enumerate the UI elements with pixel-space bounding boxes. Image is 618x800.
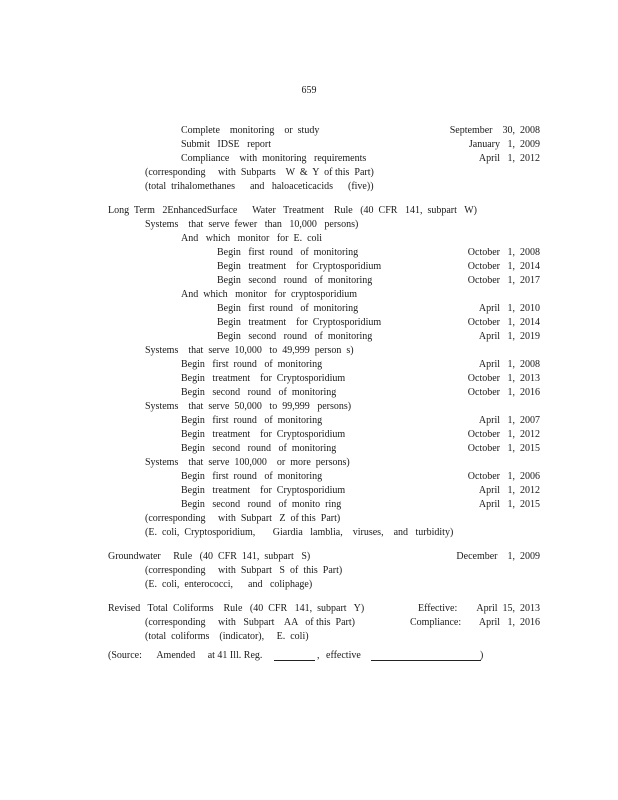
effective-label: Effective: [418, 603, 458, 614]
rule-title-text: Groundwater Rule (40 CFR 141, subpart S) [108, 551, 311, 562]
schedule-row [0, 372, 618, 386]
section-gap [0, 592, 618, 602]
schedule-date: April 1, 2012 [478, 153, 540, 164]
note-line [0, 630, 618, 644]
system-size-header [0, 218, 618, 232]
schedule-task: Compliance with monitoring requirements [181, 153, 367, 164]
schedule-task: Begin second round of monito ring [181, 499, 342, 510]
schedule-date: September 30, 2008 [449, 125, 540, 136]
schedule-task: Begin first round of monitoring [217, 303, 359, 314]
compliance-date: April 1, 2016 [478, 617, 540, 628]
note-text: (corresponding with Subpart S of this Part) [145, 565, 343, 576]
schedule-task: Begin first round of monitoring [181, 415, 323, 426]
note-text: (corresponding with Subpart Z of this Part) [145, 513, 341, 524]
schedule-row [0, 470, 618, 484]
monitor-subheader [0, 288, 618, 302]
schedule-task: Begin second round of monitoring [217, 275, 373, 286]
schedule-task: Begin second round of monitoring [217, 331, 373, 342]
schedule-date: October 1, 2013 [467, 373, 540, 384]
schedule-date: April 1, 2015 [478, 499, 540, 510]
schedule-task: Begin second round of monitoring [181, 387, 337, 398]
schedule-row [0, 358, 618, 372]
monitor-subheader [0, 232, 618, 246]
schedule-date: October 1, 2015 [467, 443, 540, 454]
section-gap [0, 194, 618, 204]
schedule-row [0, 138, 618, 152]
schedule-row [0, 442, 618, 456]
monitor-subheader-text: And which monitor for cryptosporidium [181, 289, 358, 300]
effective-date: April 15, 2013 [476, 603, 540, 614]
schedule-task: Begin treatment for Cryptosporidium [217, 317, 382, 328]
note-line [0, 616, 618, 630]
rule-title [0, 204, 618, 218]
schedule-row [0, 484, 618, 498]
schedule-date: October 1, 2014 [467, 317, 540, 328]
source-close-paren: ) [480, 650, 484, 661]
rule-title-text: Revised Total Coliforms Rule (40 CFR 141, subpart Y) [108, 603, 365, 614]
note-text: (total trihalomethanes and haloaceticacids (five)) [145, 181, 374, 192]
schedule-date: December 1, 2009 [456, 551, 540, 562]
schedule-task: Begin second round of monitoring [181, 443, 337, 454]
monitor-subheader-text: And which monitor for E. coli [181, 233, 323, 244]
schedule-date: October 1, 2016 [467, 387, 540, 398]
schedule-date: April 1, 2012 [478, 485, 540, 496]
system-size-header [0, 344, 618, 358]
schedule-row [0, 274, 618, 288]
source-text: (Source: Amended at 41 Ill. Reg. [108, 650, 263, 661]
schedule-row [0, 246, 618, 260]
system-size-text: Systems that serve 100,000 or more persons) [145, 457, 350, 468]
schedule-row [0, 498, 618, 512]
note-line [0, 564, 618, 578]
schedule-date: October 1, 2017 [467, 275, 540, 286]
source-note [0, 648, 618, 664]
note-line [0, 526, 618, 540]
rule-title [0, 550, 618, 564]
schedule-row [0, 330, 618, 344]
schedule-date: October 1, 2006 [467, 471, 540, 482]
schedule-task: Complete monitoring or study [181, 125, 320, 136]
schedule-task: Begin first round of monitoring [217, 247, 359, 258]
source-comma: , [317, 650, 320, 661]
register-page-blank [274, 660, 315, 661]
compliance-label: Compliance: [410, 617, 462, 628]
schedule-row [0, 414, 618, 428]
schedule-task: Begin first round of monitoring [181, 359, 323, 370]
schedule-date: January 1, 2009 [468, 139, 540, 150]
schedule-date: April 1, 2008 [478, 359, 540, 370]
schedule-row [0, 152, 618, 166]
section-gap [0, 540, 618, 550]
document-body [0, 124, 618, 664]
schedule-task: Submit IDSE report [181, 139, 271, 150]
note-text: (E. coli, Cryptosporidium, Giardia lamblia, viruses, and turbidity) [145, 527, 454, 538]
effective-date-blank [371, 660, 481, 661]
note-line [0, 180, 618, 194]
note-line [0, 578, 618, 592]
page-number: 659 [301, 85, 317, 96]
source-effective-label: effective [326, 650, 361, 661]
system-size-text: Systems that serve fewer than 10,000 persons) [145, 219, 359, 230]
schedule-date: October 1, 2008 [467, 247, 540, 258]
note-line [0, 512, 618, 526]
schedule-date: April 1, 2007 [478, 415, 540, 426]
system-size-text: Systems that serve 10,000 to 49,999 person s) [145, 345, 354, 356]
schedule-task: Begin first round of monitoring [181, 471, 323, 482]
schedule-row [0, 124, 618, 138]
schedule-task: Begin treatment for Cryptosporidium [181, 373, 346, 384]
rule-title [0, 602, 618, 616]
system-size-header [0, 400, 618, 414]
schedule-task: Begin treatment for Cryptosporidium [181, 485, 346, 496]
schedule-row [0, 316, 618, 330]
schedule-date: April 1, 2010 [478, 303, 540, 314]
schedule-task: Begin treatment for Cryptosporidium [217, 261, 382, 272]
system-size-header [0, 456, 618, 470]
note-text: (E. coli, enterococci, and coliphage) [145, 579, 313, 590]
schedule-row [0, 302, 618, 316]
schedule-row [0, 386, 618, 400]
schedule-date: October 1, 2012 [467, 429, 540, 440]
schedule-row [0, 428, 618, 442]
schedule-task: Begin treatment for Cryptosporidium [181, 429, 346, 440]
note-text: (corresponding with Subparts W & Y of this Part) [145, 167, 374, 178]
note-line [0, 166, 618, 180]
schedule-date: April 1, 2019 [478, 331, 540, 342]
note-text: (total coliforms (indicator), E. coli) [145, 631, 309, 642]
schedule-row [0, 260, 618, 274]
rule-title-text: Long Term 2EnhancedSurface Water Treatment Rule (40 CFR 141, subpart W) [108, 205, 477, 216]
note-text: (corresponding with Subpart AA of this Part) [145, 617, 355, 628]
schedule-date: October 1, 2014 [467, 261, 540, 272]
system-size-text: Systems that serve 50,000 to 99,999 persons) [145, 401, 352, 412]
